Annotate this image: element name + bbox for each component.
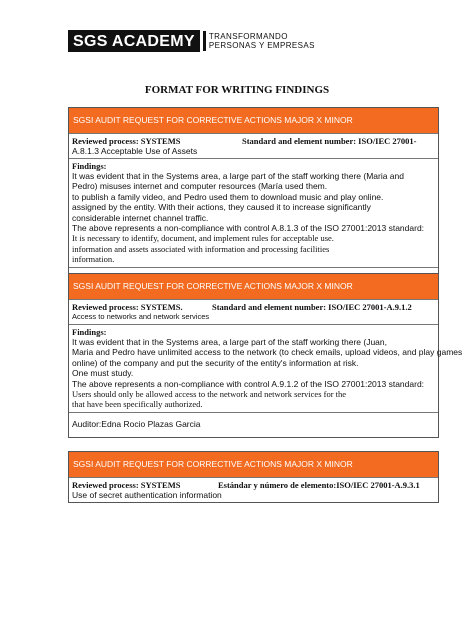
reviewed-process: Reviewed process: SYSTEMS. bbox=[72, 302, 183, 312]
findings-line: online) of the company and put the security of the entity's information at risk. bbox=[72, 357, 359, 368]
finding-block-1 bbox=[68, 107, 439, 293]
logo-brand: SGS ACADEMY bbox=[68, 30, 200, 52]
block-header: SGSI AUDIT REQUEST FOR CORRECTIVE ACTIONS MAJOR X MINOR bbox=[69, 108, 438, 133]
document-title: FORMAT FOR WRITING FINDINGS bbox=[144, 84, 330, 96]
logo-divider bbox=[203, 31, 206, 51]
reviewed-process: Reviewed process: SYSTEMS bbox=[72, 136, 181, 146]
requirement-line: information. bbox=[72, 254, 115, 265]
requirement-line: information and assets associated with information and processing facilities bbox=[72, 243, 330, 254]
process-section bbox=[69, 133, 438, 158]
standard-number: Standard and element number: ISO/IEC 27001-A.9.1.2 bbox=[212, 302, 412, 312]
findings-line: assigned by the entity. With their actions, they caused it to increase significantly bbox=[72, 202, 371, 213]
block-header: SGSI AUDIT REQUEST FOR CORRECTIVE ACTIONS MAJOR X MINOR bbox=[69, 274, 438, 299]
requirement-line: It is necessary to identify, document, and implement rules for acceptable use. bbox=[72, 233, 334, 244]
standard-number: Estándar y número de elemento:ISO/IEC 27001-A.9.3.1 bbox=[218, 480, 420, 490]
findings-line: It was evident that in the Systems area, a large part of the staff working there (Maria and bbox=[72, 171, 404, 181]
logo-tagline-line2: PERSONAS Y EMPRESAS bbox=[208, 41, 315, 50]
findings-label: Findings: bbox=[72, 161, 107, 171]
findings-line: Pedro) misuses internet and computer resources (María used them. bbox=[72, 181, 328, 192]
requirement-line: that have been specifically authorized. bbox=[72, 399, 203, 410]
findings-label: Findings: bbox=[72, 327, 107, 337]
standard-number: Standard and element number: ISO/IEC 27001- bbox=[242, 136, 417, 146]
logo-tagline-line1: TRANSFORMANDO bbox=[208, 32, 288, 41]
findings-line: The above represents a non-compliance with control A.9.1.2 of the ISO 27001:2013 standard: bbox=[72, 378, 425, 389]
findings-line: The above represents a non-compliance with control A.8.1.3 of the ISO 27001:2013 standard: bbox=[72, 223, 425, 234]
findings-section bbox=[69, 324, 463, 412]
findings-line: considerable internet channel traffic. bbox=[72, 212, 209, 223]
process-section bbox=[69, 477, 438, 502]
control-name: Access to networks and network services bbox=[72, 312, 210, 321]
finding-block-2 bbox=[68, 273, 463, 438]
findings-line: It was evident that in the Systems area, a large part of the staff working there (Juan, bbox=[72, 337, 387, 347]
findings-line: One must study. bbox=[72, 368, 134, 379]
reviewed-process: Reviewed process: SYSTEMS bbox=[72, 480, 181, 490]
control-name: A.8.1.3 Acceptable Use of Assets bbox=[72, 146, 198, 156]
control-name: Use of secret authentication information bbox=[72, 490, 222, 500]
findings-line: to publish a family video, and Pedro used them to download music and play online. bbox=[72, 191, 384, 202]
block-header: SGSI AUDIT REQUEST FOR CORRECTIVE ACTIONS MAJOR X MINOR bbox=[69, 452, 438, 477]
finding-block-3 bbox=[68, 451, 439, 503]
requirement-line: Users should only be allowed access to the network and network services for the bbox=[72, 389, 347, 400]
sgs-academy-logo bbox=[68, 30, 315, 52]
logo-tagline bbox=[209, 32, 315, 50]
process-section bbox=[69, 299, 438, 324]
findings-section bbox=[69, 158, 438, 267]
auditor-name: Auditor:Edna Rocio Plazas Garcia bbox=[69, 412, 438, 437]
findings-line: Maria and Pedro have unlimited access to the network (to check emails, upload videos, and play games bbox=[72, 347, 463, 358]
